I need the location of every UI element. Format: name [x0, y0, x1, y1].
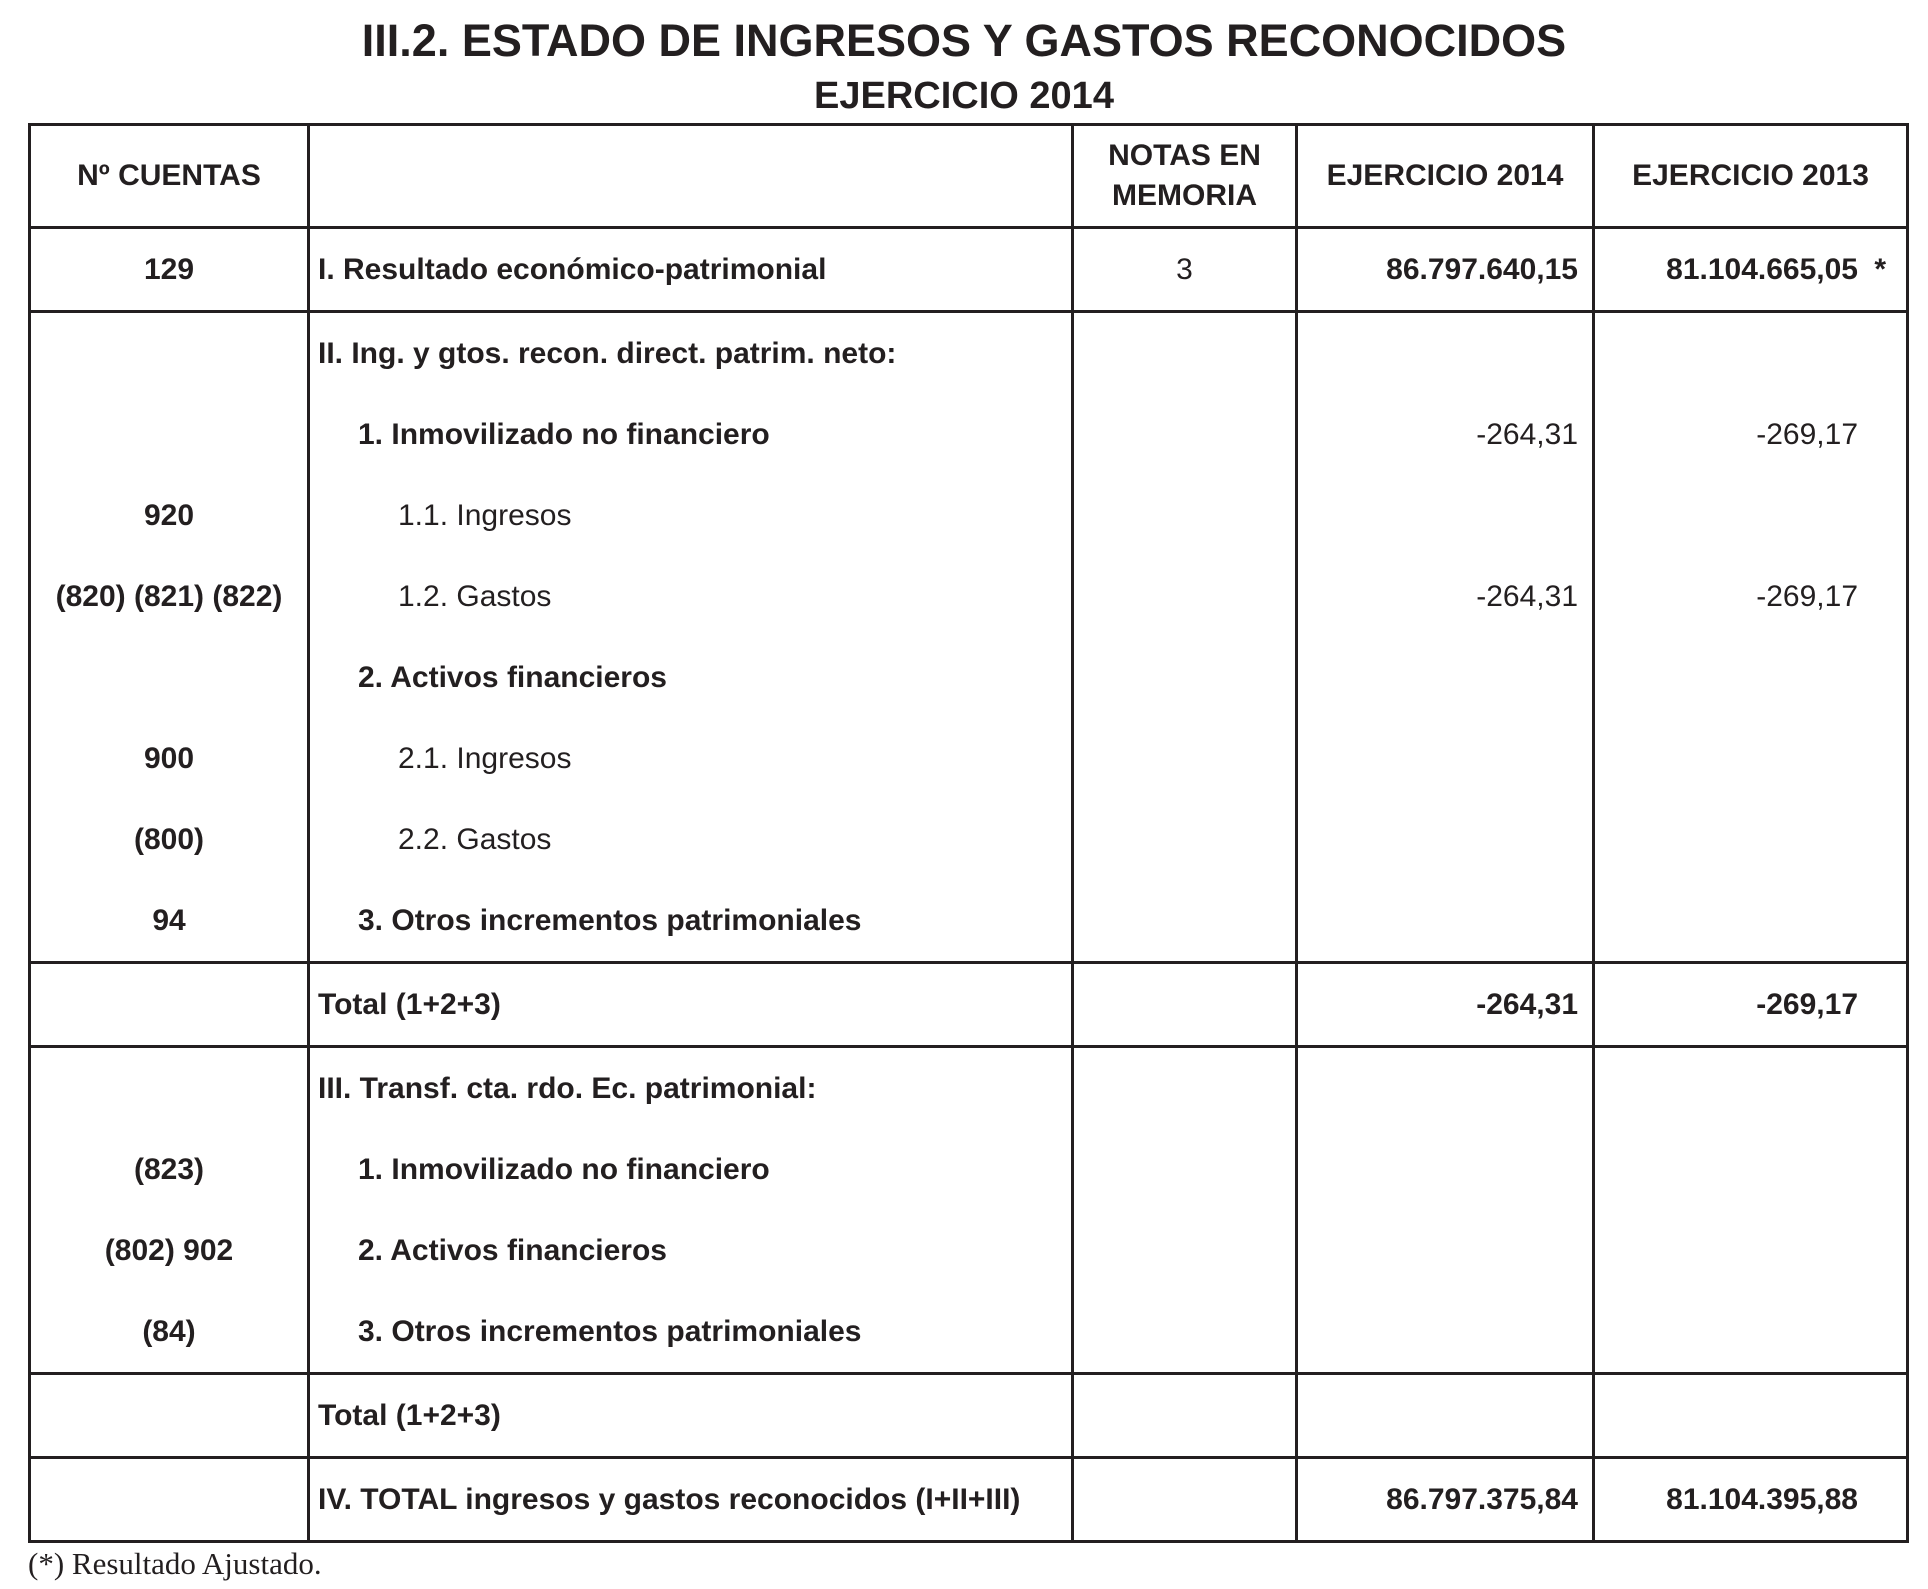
table-row [30, 1210, 1908, 1291]
value-2013-cell: -269,17 [1594, 556, 1908, 637]
note-cell [1073, 1458, 1297, 1542]
table-row [30, 963, 1908, 1047]
note-cell [1073, 799, 1297, 880]
table-row [30, 880, 1908, 963]
page-title: III.2. ESTADO DE INGRESOS Y GASTOS RECONOCIDOS [361, 15, 1567, 66]
description-cell: 2.2. Gastos [309, 799, 1073, 880]
value-2013-cell [1594, 1047, 1908, 1130]
description-cell: III. Transf. cta. rdo. Ec. patrimonial: [309, 1047, 1073, 1130]
table-row [30, 637, 1908, 718]
description-cell: 3. Otros incrementos patrimoniales [309, 880, 1073, 963]
account-cell [30, 963, 309, 1047]
value-2013-cell [1594, 1291, 1908, 1374]
table-row [30, 1129, 1908, 1210]
table-row [30, 556, 1908, 637]
value-2013-cell [1594, 880, 1908, 963]
table-row [30, 1374, 1908, 1458]
account-cell: 920 [30, 475, 309, 556]
table-row [30, 475, 1908, 556]
account-cell: 129 [30, 228, 309, 312]
account-cell: (820) (821) (822) [30, 556, 309, 637]
value-2014-cell [1297, 799, 1594, 880]
description-cell: I. Resultado económico-patrimonial [309, 228, 1073, 312]
value-2014-cell: -264,31 [1297, 556, 1594, 637]
value-2013-cell [1594, 1129, 1908, 1210]
table-row [30, 394, 1908, 475]
footnote: (*) Resultado Ajustado. [28, 1546, 322, 1581]
table-row [30, 1291, 1908, 1374]
value-2014-cell [1297, 312, 1594, 395]
header-notas-line2: MEMORIA [1112, 179, 1257, 212]
description-cell: IV. TOTAL ingresos y gastos reconocidos (I+II+III) [309, 1458, 1073, 1542]
note-cell [1073, 1047, 1297, 1130]
description-cell: Total (1+2+3) [309, 1374, 1073, 1458]
note-cell [1073, 394, 1297, 475]
description-cell: 1.2. Gastos [309, 556, 1073, 637]
note-cell [1073, 1210, 1297, 1291]
note-cell [1073, 718, 1297, 799]
value-2014-cell [1297, 1210, 1594, 1291]
table-row [30, 799, 1908, 880]
value-2014-cell [1297, 475, 1594, 556]
page-subtitle: EJERCICIO 2014 [814, 75, 1114, 117]
note-cell [1073, 475, 1297, 556]
note-cell [1073, 1374, 1297, 1458]
value-2013: 81.104.665,05 [1666, 253, 1858, 286]
value-2013-cell [1594, 637, 1908, 718]
account-cell [30, 312, 309, 395]
value-2013-cell [1594, 228, 1908, 312]
value-2013-cell: -269,17 [1594, 394, 1908, 475]
header-notas-line1: NOTAS EN [1108, 139, 1261, 172]
value-2013-cell [1594, 718, 1908, 799]
value-2013-cell: 81.104.395,88 [1594, 1458, 1908, 1542]
adjusted-mark: * [1874, 253, 1886, 286]
note-cell [1073, 880, 1297, 963]
value-2014-cell: 86.797.640,15 [1297, 228, 1594, 312]
header-ejercicio-2013: EJERCICIO 2013 [1594, 125, 1908, 228]
note-cell [1073, 312, 1297, 395]
value-2014-cell: -264,31 [1297, 394, 1594, 475]
account-cell [30, 1374, 309, 1458]
account-cell [30, 394, 309, 475]
description-cell: 1.1. Ingresos [309, 475, 1073, 556]
table-row [30, 1047, 1908, 1130]
account-cell: (802) 902 [30, 1210, 309, 1291]
note-cell [1073, 556, 1297, 637]
value-2013-cell [1594, 1210, 1908, 1291]
table-row [30, 312, 1908, 395]
account-cell: 900 [30, 718, 309, 799]
account-cell: (84) [30, 1291, 309, 1374]
value-2014-cell [1297, 1047, 1594, 1130]
value-2014-cell [1297, 880, 1594, 963]
value-2014-cell [1297, 718, 1594, 799]
note-cell [1073, 1291, 1297, 1374]
value-2013-cell [1594, 1374, 1908, 1458]
value-2014-cell [1297, 1291, 1594, 1374]
account-cell [30, 637, 309, 718]
table-row [30, 228, 1908, 312]
table-header-row [30, 125, 1908, 228]
header-description [309, 125, 1073, 228]
value-2014-cell: -264,31 [1297, 963, 1594, 1047]
value-2013-cell [1594, 799, 1908, 880]
header-ejercicio-2014: EJERCICIO 2014 [1297, 125, 1594, 228]
header-cuentas: Nº CUENTAS [30, 125, 309, 228]
description-cell: 2.1. Ingresos [309, 718, 1073, 799]
value-2013-cell: -269,17 [1594, 963, 1908, 1047]
description-cell: 2. Activos financieros [309, 637, 1073, 718]
description-cell: 1. Inmovilizado no financiero [309, 1129, 1073, 1210]
note-cell [1073, 637, 1297, 718]
account-cell: 94 [30, 880, 309, 963]
note-cell [1073, 1129, 1297, 1210]
income-expense-table [28, 123, 1909, 1543]
value-2013-cell [1594, 475, 1908, 556]
description-cell: Total (1+2+3) [309, 963, 1073, 1047]
header-notas [1073, 125, 1297, 228]
table-row [30, 718, 1908, 799]
value-2014-cell: 86.797.375,84 [1297, 1458, 1594, 1542]
description-cell: 1. Inmovilizado no financiero [309, 394, 1073, 475]
value-2013-cell [1594, 312, 1908, 395]
description-cell: II. Ing. y gtos. recon. direct. patrim. neto: [309, 312, 1073, 395]
account-cell: (823) [30, 1129, 309, 1210]
table-row [30, 1458, 1908, 1542]
note-cell: 3 [1073, 228, 1297, 312]
account-cell: (800) [30, 799, 309, 880]
value-2014-cell [1297, 637, 1594, 718]
value-2014-cell [1297, 1129, 1594, 1210]
description-cell: 3. Otros incrementos patrimoniales [309, 1291, 1073, 1374]
account-cell [30, 1047, 309, 1130]
note-cell [1073, 963, 1297, 1047]
description-cell: 2. Activos financieros [309, 1210, 1073, 1291]
account-cell [30, 1458, 309, 1542]
value-2014-cell [1297, 1374, 1594, 1458]
